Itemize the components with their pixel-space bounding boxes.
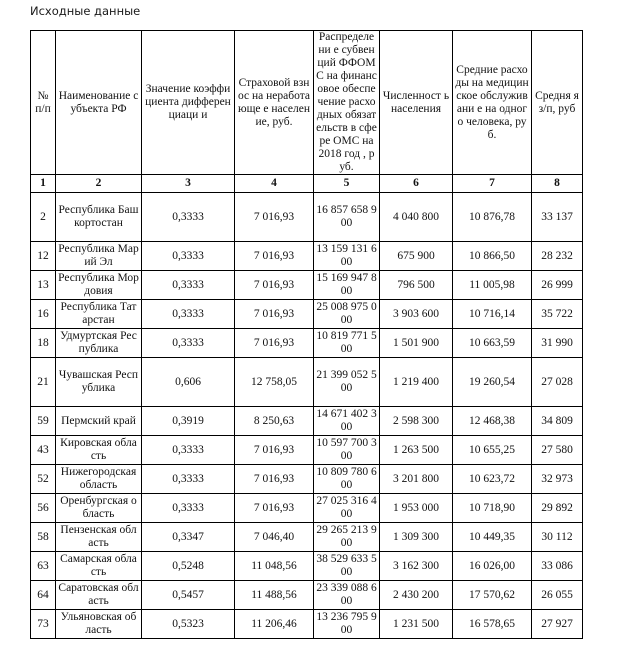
- table-row: [31, 242, 583, 271]
- cell-index: 12: [31, 242, 56, 271]
- cell-diff-coefficient: 0,5457: [142, 581, 235, 610]
- cell-avg-salary: 26 055: [532, 581, 583, 610]
- column-number-row: [31, 175, 583, 193]
- table-row: [31, 494, 583, 523]
- cell-avg-salary: 31 990: [532, 329, 583, 358]
- cell-avg-medical-expense: 16 578,65: [453, 610, 532, 639]
- cell-insurance-fee: 7 016,93: [235, 329, 314, 358]
- cell-population: 796 500: [380, 271, 453, 300]
- cell-insurance-fee: 7 016,93: [235, 271, 314, 300]
- cell-population: 4 040 800: [380, 193, 453, 242]
- cell-population: 2 430 200: [380, 581, 453, 610]
- cell-index: 18: [31, 329, 56, 358]
- cell-index: 13: [31, 271, 56, 300]
- header-diff-coefficient: Значение коэффициента дифференциаци и: [142, 31, 235, 175]
- cell-avg-medical-expense: 10 655,25: [453, 436, 532, 465]
- cell-population: 3 201 800: [380, 465, 453, 494]
- cell-insurance-fee: 7 016,93: [235, 193, 314, 242]
- cell-region-name: Республика Башкортостан: [56, 193, 142, 242]
- cell-subventions: 14 671 402 300: [314, 407, 380, 436]
- header-row: [31, 31, 583, 175]
- cell-index: 63: [31, 552, 56, 581]
- column-number: 7: [453, 175, 532, 193]
- cell-avg-medical-expense: 19 260,54: [453, 358, 532, 407]
- cell-subventions: 13 236 795 900: [314, 610, 380, 639]
- cell-diff-coefficient: 0,3333: [142, 329, 235, 358]
- cell-subventions: 16 857 658 900: [314, 193, 380, 242]
- cell-insurance-fee: 7 016,93: [235, 242, 314, 271]
- cell-index: 59: [31, 407, 56, 436]
- header-insurance-fee: Страховой взнос на неработающе е население, руб.: [235, 31, 314, 175]
- cell-region-name: Республика Татарстан: [56, 300, 142, 329]
- table-row: [31, 329, 583, 358]
- cell-avg-medical-expense: 10 876,78: [453, 193, 532, 242]
- cell-avg-salary: 27 580: [532, 436, 583, 465]
- cell-insurance-fee: 7 016,93: [235, 436, 314, 465]
- cell-avg-salary: 30 112: [532, 523, 583, 552]
- cell-subventions: 21 399 052 500: [314, 358, 380, 407]
- cell-region-name: Самарская область: [56, 552, 142, 581]
- cell-diff-coefficient: 0,5248: [142, 552, 235, 581]
- table-row: [31, 358, 583, 407]
- cell-insurance-fee: 7 046,40: [235, 523, 314, 552]
- cell-region-name: Республика Марий Эл: [56, 242, 142, 271]
- cell-population: 1 309 300: [380, 523, 453, 552]
- column-number: 8: [532, 175, 583, 193]
- table-row: [31, 465, 583, 494]
- cell-region-name: Саратовская область: [56, 581, 142, 610]
- cell-avg-salary: 28 232: [532, 242, 583, 271]
- header-population: Численност ь населения: [380, 31, 453, 175]
- cell-subventions: 10 819 771 500: [314, 329, 380, 358]
- cell-diff-coefficient: 0,3333: [142, 242, 235, 271]
- cell-avg-medical-expense: 16 026,00: [453, 552, 532, 581]
- cell-index: 16: [31, 300, 56, 329]
- table-row: [31, 523, 583, 552]
- cell-population: 3 903 600: [380, 300, 453, 329]
- cell-insurance-fee: 7 016,93: [235, 465, 314, 494]
- cell-subventions: 23 339 088 600: [314, 581, 380, 610]
- cell-population: 1 501 900: [380, 329, 453, 358]
- cell-avg-salary: 33 137: [532, 193, 583, 242]
- cell-subventions: 25 008 975 000: [314, 300, 380, 329]
- table-row: [31, 552, 583, 581]
- cell-avg-medical-expense: 10 449,35: [453, 523, 532, 552]
- table-row: [31, 193, 583, 242]
- cell-population: 1 231 500: [380, 610, 453, 639]
- cell-population: 1 953 000: [380, 494, 453, 523]
- column-number: 5: [314, 175, 380, 193]
- column-number: 2: [56, 175, 142, 193]
- cell-insurance-fee: 12 758,05: [235, 358, 314, 407]
- cell-region-name: Кировская область: [56, 436, 142, 465]
- cell-avg-medical-expense: 10 663,59: [453, 329, 532, 358]
- cell-region-name: Пермский край: [56, 407, 142, 436]
- cell-diff-coefficient: 0,3333: [142, 494, 235, 523]
- column-number: 4: [235, 175, 314, 193]
- cell-region-name: Пензенская область: [56, 523, 142, 552]
- cell-index: 52: [31, 465, 56, 494]
- cell-diff-coefficient: 0,3333: [142, 193, 235, 242]
- table-row: [31, 610, 583, 639]
- cell-insurance-fee: 11 488,56: [235, 581, 314, 610]
- cell-subventions: 38 529 633 500: [314, 552, 380, 581]
- cell-avg-salary: 27 028: [532, 358, 583, 407]
- cell-index: 64: [31, 581, 56, 610]
- cell-insurance-fee: 11 048,56: [235, 552, 314, 581]
- cell-index: 2: [31, 193, 56, 242]
- section-caption: Исходные данные: [30, 4, 141, 18]
- table-row: [31, 300, 583, 329]
- source-data-table: [30, 30, 583, 639]
- cell-avg-salary: 34 809: [532, 407, 583, 436]
- cell-insurance-fee: 7 016,93: [235, 494, 314, 523]
- cell-avg-salary: 29 892: [532, 494, 583, 523]
- cell-region-name: Ульяновская область: [56, 610, 142, 639]
- cell-avg-medical-expense: 10 623,72: [453, 465, 532, 494]
- cell-region-name: Республика Мордовия: [56, 271, 142, 300]
- table-row: [31, 407, 583, 436]
- cell-subventions: 13 159 131 600: [314, 242, 380, 271]
- cell-diff-coefficient: 0,3919: [142, 407, 235, 436]
- cell-avg-salary: 26 999: [532, 271, 583, 300]
- cell-population: 1 263 500: [380, 436, 453, 465]
- cell-region-name: Оренбургская область: [56, 494, 142, 523]
- cell-diff-coefficient: 0,3333: [142, 300, 235, 329]
- table-row: [31, 581, 583, 610]
- cell-subventions: 10 809 780 600: [314, 465, 380, 494]
- cell-avg-salary: 32 973: [532, 465, 583, 494]
- cell-population: 1 219 400: [380, 358, 453, 407]
- cell-index: 58: [31, 523, 56, 552]
- cell-avg-medical-expense: 10 718,90: [453, 494, 532, 523]
- cell-avg-medical-expense: 11 005,98: [453, 271, 532, 300]
- header-subventions: Распределени е субвенций ФФОМС на финансовое обеспечение расходных обязательств в сфере ОМС на 2018 год , руб.: [314, 31, 380, 175]
- table-row: [31, 271, 583, 300]
- column-number: 6: [380, 175, 453, 193]
- cell-avg-salary: 27 927: [532, 610, 583, 639]
- cell-diff-coefficient: 0,3333: [142, 465, 235, 494]
- cell-avg-medical-expense: 17 570,62: [453, 581, 532, 610]
- cell-index: 21: [31, 358, 56, 407]
- cell-population: 3 162 300: [380, 552, 453, 581]
- cell-subventions: 15 169 947 800: [314, 271, 380, 300]
- header-avg-medical-expense: Средние расходы на медицинское обслуживани е на одного человека, руб.: [453, 31, 532, 175]
- cell-diff-coefficient: 0,3333: [142, 436, 235, 465]
- cell-population: 675 900: [380, 242, 453, 271]
- cell-avg-medical-expense: 12 468,38: [453, 407, 532, 436]
- header-region-name: Наименование субъекта РФ: [56, 31, 142, 175]
- cell-avg-medical-expense: 10 866,50: [453, 242, 532, 271]
- cell-insurance-fee: 11 206,46: [235, 610, 314, 639]
- cell-avg-medical-expense: 10 716,14: [453, 300, 532, 329]
- column-number: 3: [142, 175, 235, 193]
- table-row: [31, 436, 583, 465]
- cell-region-name: Чувашская Республика: [56, 358, 142, 407]
- cell-region-name: Удмуртская Республика: [56, 329, 142, 358]
- cell-subventions: 27 025 316 400: [314, 494, 380, 523]
- cell-index: 43: [31, 436, 56, 465]
- cell-diff-coefficient: 0,606: [142, 358, 235, 407]
- cell-insurance-fee: 8 250,63: [235, 407, 314, 436]
- cell-diff-coefficient: 0,5323: [142, 610, 235, 639]
- cell-population: 2 598 300: [380, 407, 453, 436]
- cell-subventions: 29 265 213 900: [314, 523, 380, 552]
- header-index: № п/п: [31, 31, 56, 175]
- cell-subventions: 10 597 700 300: [314, 436, 380, 465]
- cell-insurance-fee: 7 016,93: [235, 300, 314, 329]
- cell-avg-salary: 33 086: [532, 552, 583, 581]
- cell-diff-coefficient: 0,3333: [142, 271, 235, 300]
- column-number: 1: [31, 175, 56, 193]
- cell-index: 73: [31, 610, 56, 639]
- cell-avg-salary: 35 722: [532, 300, 583, 329]
- cell-region-name: Нижегородская область: [56, 465, 142, 494]
- cell-index: 56: [31, 494, 56, 523]
- header-avg-salary: Средня я з/п, руб: [532, 31, 583, 175]
- cell-diff-coefficient: 0,3347: [142, 523, 235, 552]
